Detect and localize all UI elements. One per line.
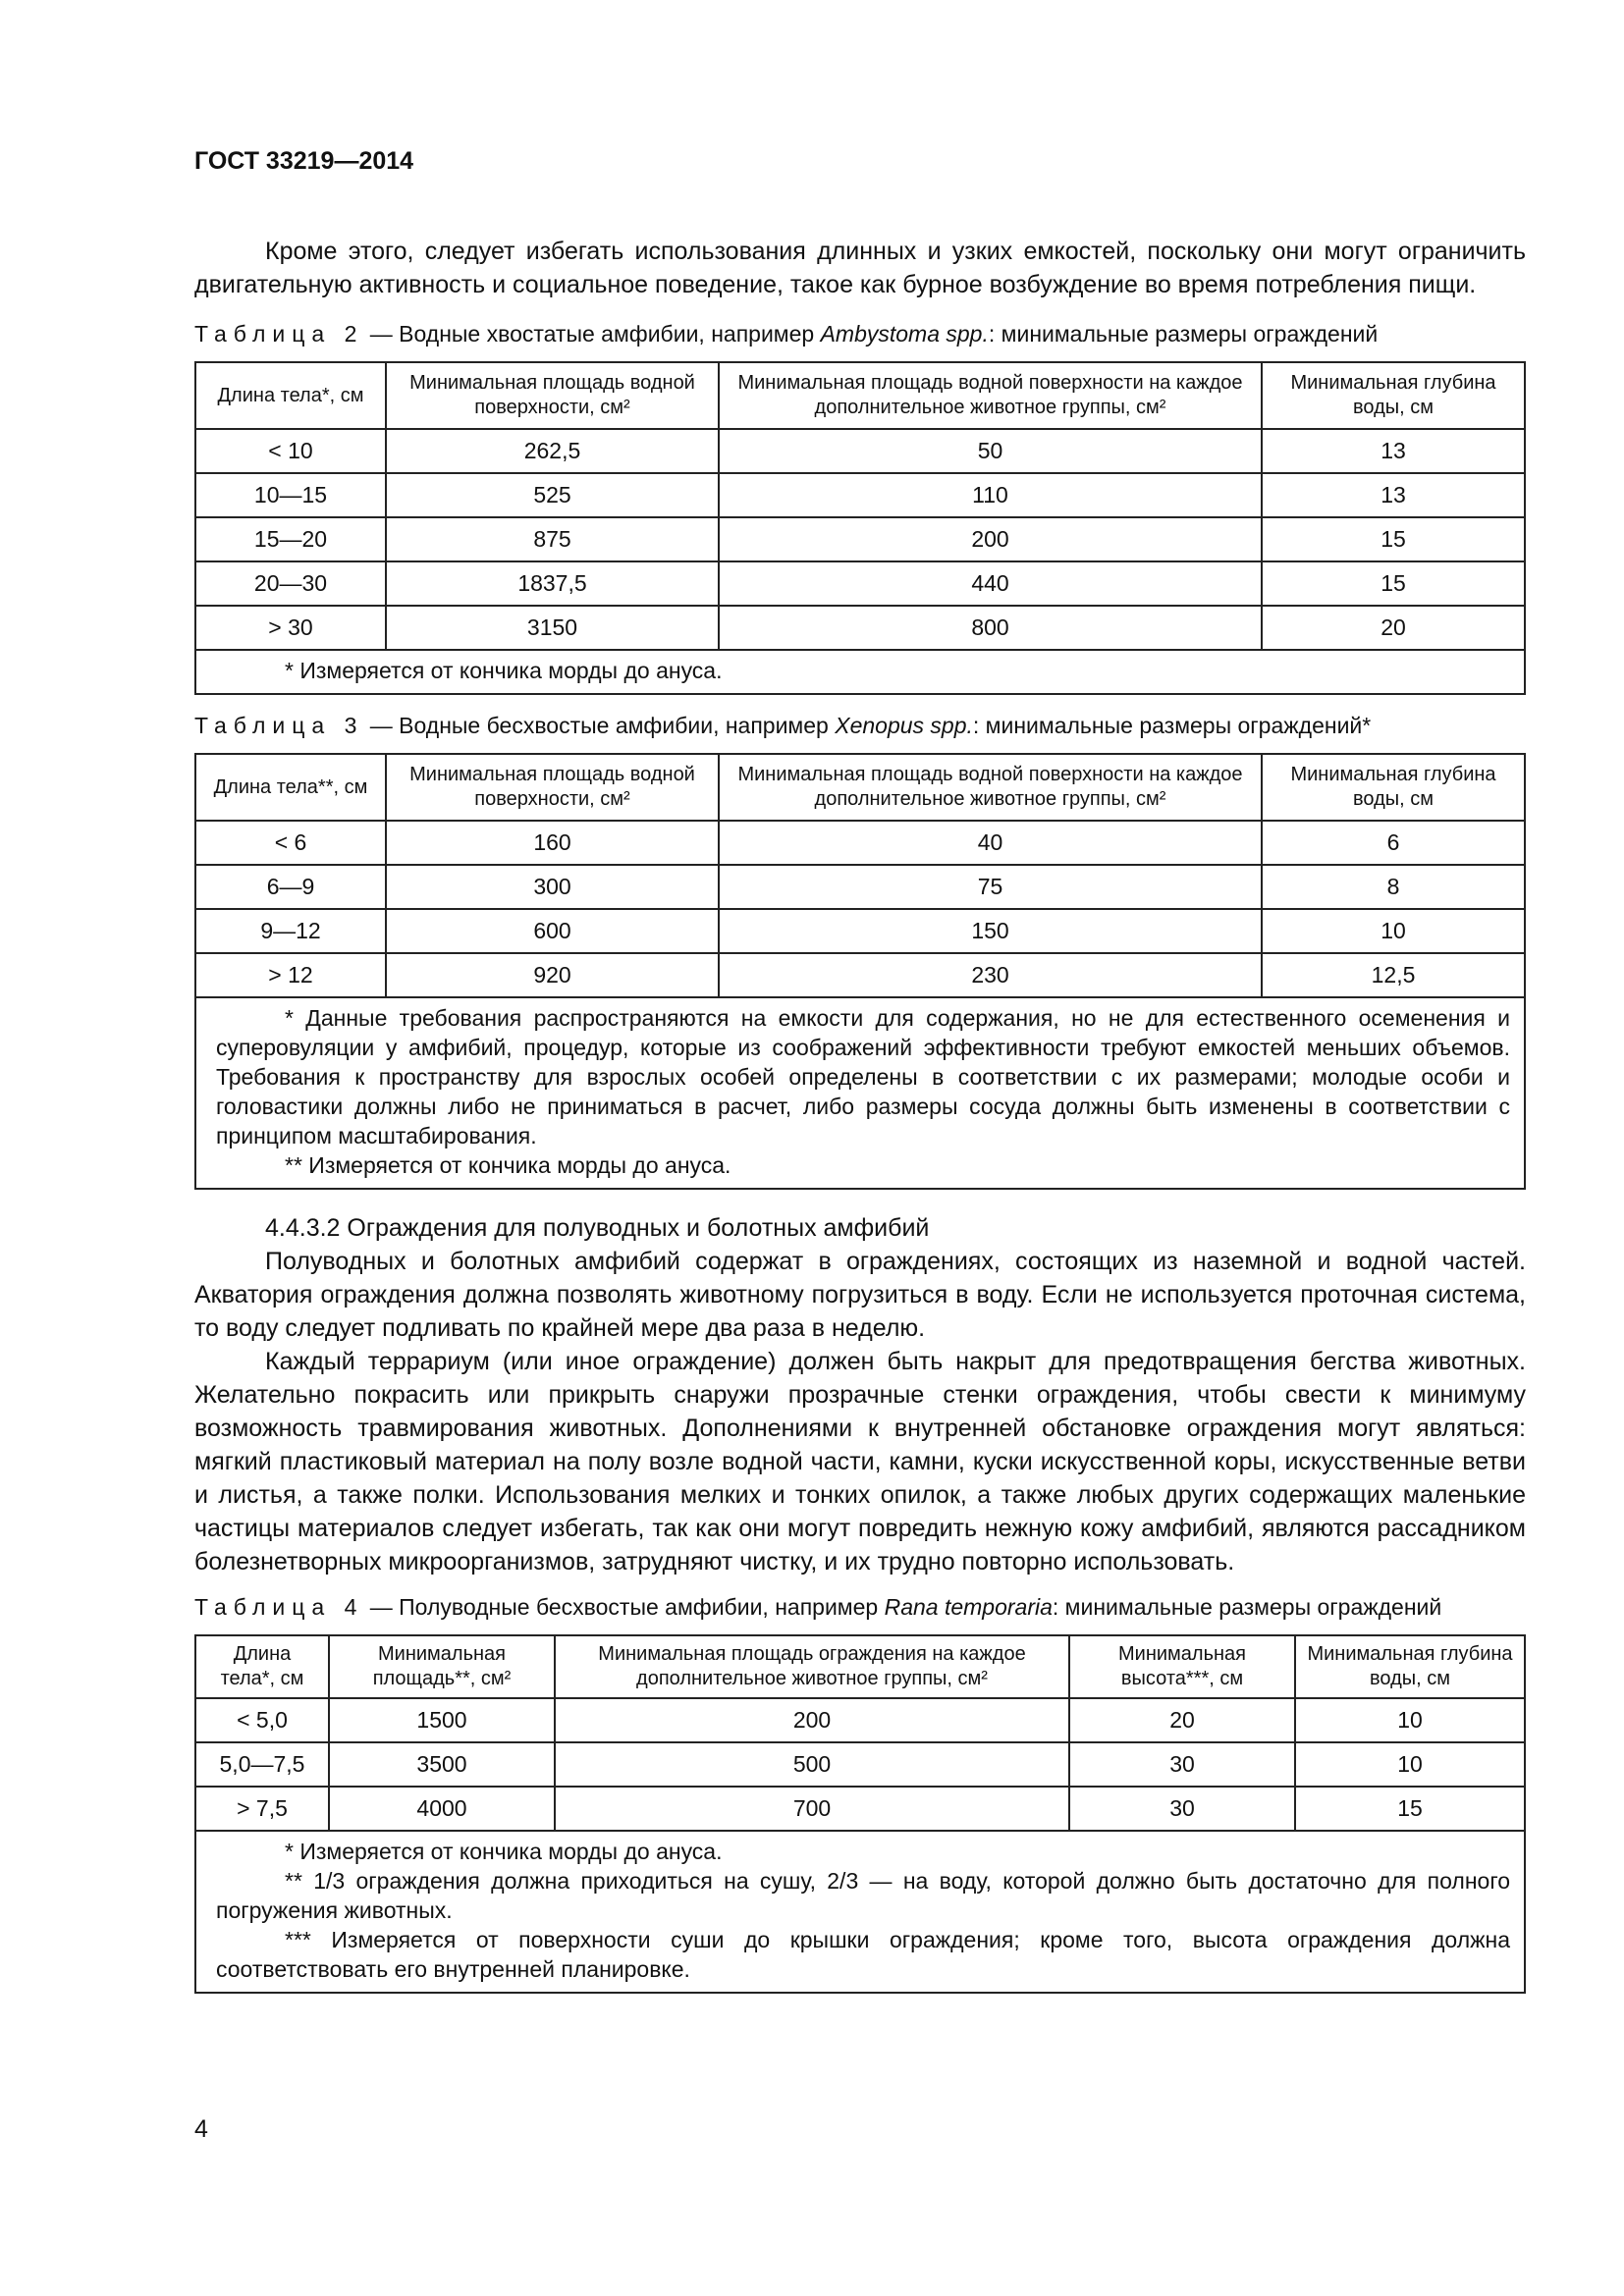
document-page bbox=[194, 147, 1526, 1994]
table-cell: 12,5 bbox=[1262, 953, 1525, 997]
column-header: Минимальная площадь водной поверхности на каждое дополнительное животное группы, см² bbox=[719, 362, 1262, 429]
table-cell: 3150 bbox=[386, 606, 719, 650]
table-cell: 230 bbox=[719, 953, 1262, 997]
table-row bbox=[195, 606, 1525, 650]
table-cell: 500 bbox=[555, 1742, 1069, 1787]
table4 bbox=[194, 1634, 1526, 1994]
table-note: *** Измеряется от поверхности суши до крышки ограждения; кроме того, высота ограждения должна соответствовать его внутренней планировке. bbox=[216, 1927, 1510, 1982]
table-cell: 4000 bbox=[329, 1787, 555, 1831]
table-note: ** Измеряется от кончика морды до ануса. bbox=[285, 1152, 731, 1178]
table-cell: 13 bbox=[1262, 473, 1525, 517]
column-header: Минимальная площадь водной поверхности, см² bbox=[386, 362, 719, 429]
document-header: ГОСТ 33219—2014 bbox=[194, 147, 414, 175]
table-row bbox=[195, 821, 1525, 865]
table2 bbox=[194, 361, 1526, 695]
table-notes bbox=[195, 650, 1525, 694]
table-note: * Измеряется от кончика морды до ануса. bbox=[285, 658, 723, 683]
table-cell: 40 bbox=[719, 821, 1262, 865]
table-cell: 600 bbox=[386, 909, 719, 953]
column-header: Минимальная площадь ограждения на каждое дополнительное животное группы, см² bbox=[555, 1635, 1069, 1698]
table-cell: 300 bbox=[386, 865, 719, 909]
table-cell: 20 bbox=[1262, 606, 1525, 650]
table-row bbox=[195, 517, 1525, 561]
table-cell: < 6 bbox=[195, 821, 386, 865]
table-cell: 110 bbox=[719, 473, 1262, 517]
table4-caption-species: Rana temporaria bbox=[884, 1594, 1053, 1620]
table-cell: 20—30 bbox=[195, 561, 386, 606]
column-header: Минимальная площадь водной поверхности на каждое дополнительное животное группы, см² bbox=[719, 754, 1262, 821]
table2-caption-species: Ambystoma spp. bbox=[820, 321, 989, 347]
table-cell: 50 bbox=[719, 429, 1262, 473]
table-notes bbox=[195, 997, 1525, 1189]
table-row bbox=[195, 429, 1525, 473]
table3-caption-tail: : минимальные размеры ограждений* bbox=[972, 713, 1372, 738]
table-note: * Измеряется от кончика морды до ануса. bbox=[285, 1839, 723, 1864]
column-header: Минимальная площадь водной поверхности, см² bbox=[386, 754, 719, 821]
table-notes-row bbox=[195, 1831, 1525, 1993]
table-cell: 875 bbox=[386, 517, 719, 561]
table4-caption-tail: : минимальные размеры ограждений bbox=[1052, 1594, 1442, 1620]
table2-caption-text: — Водные хвостатые амфибии, например bbox=[363, 321, 821, 347]
column-header: Длина тела*, см bbox=[195, 362, 386, 429]
table-row bbox=[195, 1787, 1525, 1831]
table-header-row bbox=[195, 362, 1525, 429]
table-cell: 440 bbox=[719, 561, 1262, 606]
table4-caption-text: — Полуводные бесхвостые амфибии, например bbox=[363, 1594, 885, 1620]
table-cell: 15 bbox=[1295, 1787, 1525, 1831]
column-header: Минимальная высота***, см bbox=[1069, 1635, 1295, 1698]
table-cell: 75 bbox=[719, 865, 1262, 909]
table-cell: > 7,5 bbox=[195, 1787, 329, 1831]
column-header: Минимальная глубина воды, см bbox=[1262, 754, 1525, 821]
table-cell: 262,5 bbox=[386, 429, 719, 473]
table-cell: 30 bbox=[1069, 1742, 1295, 1787]
table-cell: 3500 bbox=[329, 1742, 555, 1787]
table-cell: 9—12 bbox=[195, 909, 386, 953]
table3-caption-text: — Водные бесхвостые амфибии, например bbox=[363, 713, 836, 738]
table-cell: < 10 bbox=[195, 429, 386, 473]
table-cell: 920 bbox=[386, 953, 719, 997]
table-cell: 200 bbox=[719, 517, 1262, 561]
table-cell: 5,0—7,5 bbox=[195, 1742, 329, 1787]
table-notes-row bbox=[195, 997, 1525, 1189]
table-cell: 800 bbox=[719, 606, 1262, 650]
table-cell: 700 bbox=[555, 1787, 1069, 1831]
table-cell: 200 bbox=[555, 1698, 1069, 1742]
table-row bbox=[195, 909, 1525, 953]
table-cell: 15 bbox=[1262, 517, 1525, 561]
table-header-row bbox=[195, 754, 1525, 821]
table-cell: 160 bbox=[386, 821, 719, 865]
table3-caption-species: Xenopus spp. bbox=[835, 713, 973, 738]
column-header: Минимальная глубина воды, см bbox=[1295, 1635, 1525, 1698]
table-cell: 525 bbox=[386, 473, 719, 517]
table-cell: 1500 bbox=[329, 1698, 555, 1742]
table-cell: 6—9 bbox=[195, 865, 386, 909]
table-row bbox=[195, 1742, 1525, 1787]
table3-caption-label: Таблица 3 bbox=[194, 713, 364, 738]
table4-caption-label: Таблица 4 bbox=[194, 1594, 364, 1620]
table-cell: 30 bbox=[1069, 1787, 1295, 1831]
table-row bbox=[195, 473, 1525, 517]
table-row bbox=[195, 953, 1525, 997]
section-paragraph: Полуводных и болотных амфибий содержат в ограждениях, состоящих из наземной и водной частей. Акватория ограждения должна позволять животному погрузиться в воду. Если не используется проточная система, то воду следует подливать по крайней мере два раза в неделю. bbox=[194, 1248, 1526, 1342]
table-cell: 10 bbox=[1262, 909, 1525, 953]
table-note: ** 1/3 ограждения должна приходиться на сушу, 2/3 — на воду, которой должно быть достаточно для полного погружения животных. bbox=[216, 1868, 1510, 1923]
table-cell: 13 bbox=[1262, 429, 1525, 473]
table-cell: 8 bbox=[1262, 865, 1525, 909]
table2-caption-tail: : минимальные размеры ограждений bbox=[988, 321, 1379, 347]
table2-caption bbox=[194, 321, 1526, 347]
table-row bbox=[195, 561, 1525, 606]
table-cell: 20 bbox=[1069, 1698, 1295, 1742]
table-cell: 150 bbox=[719, 909, 1262, 953]
table-cell: 10—15 bbox=[195, 473, 386, 517]
table-cell: 1837,5 bbox=[386, 561, 719, 606]
table-header-row bbox=[195, 1635, 1525, 1698]
table4-caption bbox=[194, 1594, 1526, 1621]
table2-caption-label: Таблица 2 bbox=[194, 321, 364, 347]
table-row bbox=[195, 865, 1525, 909]
intro-paragraph: Кроме этого, следует избегать использования длинных и узких емкостей, поскольку они могут ограничить двигательную активность и социальное поведение, такое как бурное возбуждение во время потребления пищи. bbox=[194, 238, 1526, 298]
column-header: Длина тела*, см bbox=[195, 1635, 329, 1698]
table-note: * Данные требования распространяются на емкости для содержания, но не для естественного осеменения и суперовуляции у амфибий, процедур, которые из соображений эффективности требуют емкостей меньших объемов. Требования к пространству для взрослых особей определены в соответствии с их размерами; молодые особи и головастики должны либо не приниматься в расчет, либо размеры сосуда должны быть изменены в соответствии с принципом масштабирования. bbox=[216, 1005, 1510, 1148]
table-cell: 10 bbox=[1295, 1742, 1525, 1787]
section-paragraph: Каждый террариум (или иное ограждение) должен быть накрыт для предотвращения бегства животных. Желательно покрасить или прикрыть снаружи прозрачные стенки ограждения, чтобы свести к минимуму возможность травмирования животных. Дополнениями к внутренней обстановке ограждения могут являться: мягкий пластиковый материал на полу возле водной части, камни, куски искусственной коры, искусственные ветви и листья, а также полки. Использования мелких и тонких опилок, а также любых других содержащих маленькие частицы материалов следует избегать, так как они могут повредить нежную кожу амфибий, являются рассадником болезнетворных микроорганизмов, затрудняют чистку, и их трудно повторно использовать. bbox=[194, 1348, 1526, 1575]
table-notes bbox=[195, 1831, 1525, 1993]
column-header: Минимальная площадь**, см² bbox=[329, 1635, 555, 1698]
table3 bbox=[194, 753, 1526, 1190]
column-header: Минимальная глубина воды, см bbox=[1262, 362, 1525, 429]
table-cell: 6 bbox=[1262, 821, 1525, 865]
table-cell: 15 bbox=[1262, 561, 1525, 606]
table-cell: 10 bbox=[1295, 1698, 1525, 1742]
page-number: 4 bbox=[194, 2115, 208, 2143]
column-header: Длина тела**, см bbox=[195, 754, 386, 821]
table-cell: > 30 bbox=[195, 606, 386, 650]
table-cell: < 5,0 bbox=[195, 1698, 329, 1742]
table-row bbox=[195, 1698, 1525, 1742]
table-cell: 15—20 bbox=[195, 517, 386, 561]
table3-caption bbox=[194, 713, 1526, 739]
section-heading: 4.4.3.2 Ограждения для полуводных и болотных амфибий bbox=[265, 1214, 930, 1242]
table-cell: > 12 bbox=[195, 953, 386, 997]
table-notes-row bbox=[195, 650, 1525, 694]
